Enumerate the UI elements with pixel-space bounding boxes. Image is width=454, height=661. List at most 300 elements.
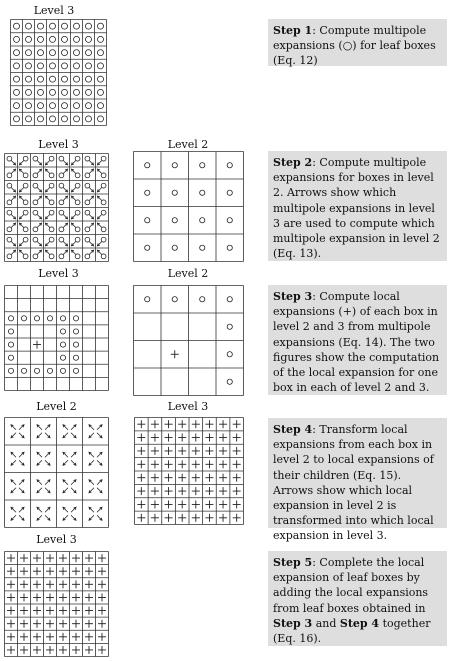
local-plus-icon: [20, 567, 28, 575]
grid-lines: [11, 20, 107, 126]
multipole-circle-icon: [85, 200, 90, 205]
multipole-circle-icon: [60, 368, 65, 373]
multipole-circle-icon: [98, 36, 104, 42]
grid-step5-level3: [4, 551, 109, 657]
multipole-circle-icon: [59, 254, 64, 259]
local-plus-icon: [205, 474, 213, 482]
arrow-icon: [89, 507, 94, 512]
local-plus-icon: [137, 474, 145, 482]
multipole-circle-icon: [74, 116, 80, 122]
multipole-circle-icon: [14, 50, 20, 56]
step5-ref-a: Step 3: [273, 616, 313, 630]
multipole-circle-icon: [59, 210, 64, 215]
local-plus-icon: [33, 620, 41, 628]
arrow-icon: [63, 196, 68, 201]
level3-label-row2: Level 3: [38, 138, 79, 151]
multipole-circle-icon: [49, 254, 54, 259]
multipole-circle-icon: [59, 237, 64, 242]
local-plus-icon: [59, 580, 67, 588]
multipole-circle-icon: [26, 89, 32, 95]
arrow-icon: [19, 460, 24, 465]
local-plus-icon: [7, 593, 15, 601]
arrow-icon: [19, 160, 24, 165]
arrow-icon: [19, 452, 24, 457]
multipole-circle-icon: [38, 36, 44, 42]
arrow-icon: [37, 488, 42, 493]
arrow-icon: [89, 433, 94, 438]
grid-step3-level3: [4, 285, 109, 391]
multipole-circle-icon: [33, 227, 38, 232]
arrow-icon: [11, 196, 16, 201]
arrow-icon: [37, 160, 42, 165]
multipole-circle-icon: [86, 76, 92, 82]
multipole-circle-icon: [23, 183, 28, 188]
multipole-circle-icon: [62, 50, 68, 56]
grid-step1-level3: [10, 19, 107, 126]
local-plus-icon: [137, 434, 145, 442]
local-plus-icon: [233, 487, 241, 495]
arrow-icon: [11, 425, 16, 430]
arrow-icon: [45, 433, 50, 438]
local-plus-icon: [85, 567, 93, 575]
local-plus-icon: [20, 607, 28, 615]
multipole-circle-icon: [23, 200, 28, 205]
level3-label-row5: Level 3: [36, 533, 77, 546]
arrow-icon: [63, 433, 68, 438]
arrow-icon: [19, 250, 24, 255]
multipole-circle-icon: [98, 76, 104, 82]
local-plus-icon: [219, 460, 227, 468]
multipole-circle-icon: [85, 254, 90, 259]
local-plus-icon: [219, 487, 227, 495]
multipole-circle-icon: [62, 63, 68, 69]
arrow-icon: [89, 515, 94, 520]
level2-label-row4: Level 2: [36, 400, 77, 413]
arrow-icon: [89, 460, 94, 465]
arrow-icon: [89, 480, 94, 485]
multipole-circle-icon: [33, 173, 38, 178]
multipole-circle-icon: [227, 163, 232, 168]
arrow-icon: [97, 460, 102, 465]
arrow-icon: [45, 214, 50, 219]
multipole-circle-icon: [26, 63, 32, 69]
level2-label-row3: Level 2: [167, 267, 209, 280]
local-plus-icon: [33, 593, 41, 601]
multipole-circle-icon: [75, 156, 80, 161]
arrow-icon: [11, 214, 16, 219]
arrow-icon: [45, 160, 50, 165]
arrow-icon: [45, 480, 50, 485]
multipole-circle-icon: [86, 116, 92, 122]
arrow-icon: [63, 425, 68, 430]
arrow-icon: [97, 241, 102, 246]
multipole-circle-icon: [26, 36, 32, 42]
multipole-circle-icon: [7, 227, 12, 232]
grid-step4-level2: [4, 417, 109, 528]
arrow-icon: [37, 507, 42, 512]
step1-box: [268, 19, 447, 66]
multipole-circle-icon: [145, 163, 150, 168]
multipole-circle-icon: [227, 352, 232, 357]
local-plus-icon: [233, 474, 241, 482]
arrow-icon: [11, 452, 16, 457]
arrow-icon: [37, 196, 42, 201]
arrow-icon: [97, 515, 102, 520]
local-plus-icon: [46, 554, 54, 562]
arrow-icon: [11, 250, 16, 255]
arrow-icon: [19, 507, 24, 512]
multipole-circle-icon: [172, 163, 177, 168]
local-plus-icon: [165, 420, 173, 428]
multipole-circle-icon: [85, 156, 90, 161]
multipole-circle-icon: [50, 36, 56, 42]
local-plus-icon: [98, 554, 106, 562]
local-plus-icon: [85, 554, 93, 562]
multipole-circle-icon: [14, 103, 20, 109]
local-plus-icon: [98, 620, 106, 628]
local-plus-icon: [165, 460, 173, 468]
local-plus-icon: [20, 633, 28, 641]
step4-text: : Transform local expansions from each box in level 2 to local expansions of their children (Eq. 15). Arrows show which local expansion in level 2 is transformed into which local expansion in level 3.: [273, 423, 434, 543]
arrow-icon: [89, 452, 94, 457]
arrow-icon: [89, 223, 94, 228]
arrow-icon: [45, 507, 50, 512]
multipole-circle-icon: [33, 183, 38, 188]
step5-text-a: : Complete the local expansion of leaf boxes by adding the local expansions from leaf boxes obtained in: [273, 556, 429, 615]
multipole-circle-icon: [101, 200, 106, 205]
local-plus-icon: [72, 567, 80, 575]
multipole-circle-icon: [172, 190, 177, 195]
local-plus-icon: [219, 514, 227, 522]
local-plus-icon: [85, 593, 93, 601]
local-plus-icon: [192, 500, 200, 508]
arrow-icon: [71, 425, 76, 430]
local-plus-icon: [178, 487, 186, 495]
multipole-circle-icon: [200, 190, 205, 195]
local-plus-icon: [20, 554, 28, 562]
arrow-icon: [97, 160, 102, 165]
arrow-icon: [71, 480, 76, 485]
local-plus-icon: [151, 420, 159, 428]
multipole-circle-icon: [101, 210, 106, 215]
local-plus-icon: [46, 593, 54, 601]
arrow-icon: [63, 460, 68, 465]
arrow-icon: [71, 223, 76, 228]
multipole-circle-icon: [49, 183, 54, 188]
local-plus-icon: [165, 447, 173, 455]
arrow-icon: [11, 433, 16, 438]
step2-text: : Compute multipole expansions for boxes in level 2. Arrows show which multipole expansions in level 3 are used to compute which multipole expansion in level 2 (Eq. 13).: [273, 156, 440, 261]
local-plus-icon: [72, 580, 80, 588]
arrow-icon: [37, 480, 42, 485]
multipole-circle-icon: [8, 329, 13, 334]
arrow-icon: [45, 452, 50, 457]
local-plus-icon: [219, 500, 227, 508]
multipole-circle-icon: [59, 183, 64, 188]
grid-lines: [5, 552, 109, 657]
local-plus-icon: [46, 646, 54, 654]
multipole-circle-icon: [227, 218, 232, 223]
multipole-circle-icon: [8, 316, 13, 321]
local-plus-icon: [151, 500, 159, 508]
multipole-circle-icon: [172, 218, 177, 223]
multipole-circle-icon: [21, 316, 26, 321]
arrow-icon: [97, 480, 102, 485]
arrow-icon: [37, 169, 42, 174]
multipole-circle-icon: [74, 103, 80, 109]
local-plus-icon: [178, 474, 186, 482]
grid-svg: [4, 551, 109, 657]
arrow-icon: [45, 425, 50, 430]
arrow-icon: [11, 480, 16, 485]
arrow-icon: [19, 480, 24, 485]
arrow-icon: [97, 452, 102, 457]
multipole-circle-icon: [26, 23, 32, 29]
local-plus-icon: [233, 447, 241, 455]
step5-title: Step 5: [273, 556, 313, 569]
multipole-circle-icon: [38, 116, 44, 122]
local-plus-icon: [59, 567, 67, 575]
multipole-circle-icon: [98, 23, 104, 29]
multipole-circle-icon: [75, 254, 80, 259]
multipole-circle-icon: [23, 227, 28, 232]
multipole-circle-icon: [85, 183, 90, 188]
multipole-circle-icon: [101, 183, 106, 188]
arrow-icon: [71, 433, 76, 438]
local-plus-icon: [219, 447, 227, 455]
multipole-circle-icon: [86, 103, 92, 109]
local-plus-icon: [192, 434, 200, 442]
arrow-icon: [71, 214, 76, 219]
local-plus-icon: [205, 500, 213, 508]
local-plus-icon: [20, 646, 28, 654]
step3-box: [268, 285, 447, 395]
arrow-icon: [11, 515, 16, 520]
level2-label-row2: Level 2: [167, 138, 209, 151]
multipole-circle-icon: [21, 368, 26, 373]
arrow-icon: [89, 250, 94, 255]
multipole-circle-icon: [49, 200, 54, 205]
local-plus-icon: [205, 434, 213, 442]
step5-box: [268, 551, 447, 646]
multipole-circle-icon: [34, 316, 39, 321]
multipole-circle-icon: [200, 218, 205, 223]
multipole-circle-icon: [172, 297, 177, 302]
local-plus-icon: [59, 607, 67, 615]
local-plus-icon: [192, 487, 200, 495]
multipole-circle-icon: [47, 316, 52, 321]
multipole-circle-icon: [101, 237, 106, 242]
local-plus-icon: [192, 447, 200, 455]
arrow-icon: [97, 196, 102, 201]
local-plus-icon: [178, 434, 186, 442]
local-plus-icon: [98, 607, 106, 615]
multipole-circle-icon: [227, 297, 232, 302]
local-plus-icon: [165, 487, 173, 495]
grid-svg: [10, 19, 107, 126]
multipole-circle-icon: [62, 23, 68, 29]
multipole-circle-icon: [60, 355, 65, 360]
local-plus-icon: [165, 514, 173, 522]
multipole-circle-icon: [33, 156, 38, 161]
local-plus-icon: [137, 460, 145, 468]
grid-svg: [4, 417, 109, 528]
arrow-icon: [11, 223, 16, 228]
multipole-circle-icon: [73, 316, 78, 321]
local-plus-icon: [72, 620, 80, 628]
arrow-icon: [97, 488, 102, 493]
local-plus-icon: [59, 633, 67, 641]
local-plus-icon: [85, 607, 93, 615]
arrow-icon: [37, 250, 42, 255]
local-plus-icon: [20, 593, 28, 601]
multipole-circle-icon: [34, 368, 39, 373]
multipole-circle-icon: [8, 342, 13, 347]
multipole-circle-icon: [73, 342, 78, 347]
local-plus-icon: [7, 580, 15, 588]
arrow-icon: [19, 488, 24, 493]
multipole-circle-icon: [26, 103, 32, 109]
local-plus-icon: [33, 341, 41, 349]
local-plus-icon: [33, 554, 41, 562]
multipole-circle-icon: [74, 50, 80, 56]
local-plus-icon: [85, 620, 93, 628]
local-plus-icon: [46, 633, 54, 641]
multipole-circle-icon: [23, 173, 28, 178]
local-plus-icon: [151, 460, 159, 468]
multipole-circle-icon: [33, 237, 38, 242]
multipole-circle-icon: [74, 89, 80, 95]
arrow-icon: [89, 488, 94, 493]
multipole-circle-icon: [33, 210, 38, 215]
local-plus-icon: [151, 447, 159, 455]
local-plus-icon: [171, 350, 179, 358]
arrow-icon: [89, 160, 94, 165]
arrow-icon: [19, 214, 24, 219]
multipole-circle-icon: [49, 227, 54, 232]
grid-lines: [135, 418, 244, 525]
local-plus-icon: [233, 500, 241, 508]
step5-text-c: together (Eq. 16).: [273, 616, 431, 646]
multipole-circle-icon: [33, 254, 38, 259]
local-plus-icon: [192, 460, 200, 468]
local-plus-icon: [205, 487, 213, 495]
multipole-circle-icon: [14, 36, 20, 42]
arrow-icon: [71, 241, 76, 246]
multipole-circle-icon: [62, 116, 68, 122]
arrow-icon: [63, 480, 68, 485]
local-plus-icon: [137, 487, 145, 495]
step4-box: [268, 418, 447, 543]
grid-step2-level3: [4, 153, 109, 262]
multipole-circle-icon: [172, 245, 177, 250]
multipole-circle-icon: [145, 190, 150, 195]
local-plus-icon: [33, 567, 41, 575]
arrow-icon: [97, 425, 102, 430]
multipole-circle-icon: [49, 237, 54, 242]
arrow-icon: [11, 169, 16, 174]
multipole-circle-icon: [85, 227, 90, 232]
multipole-circle-icon: [47, 368, 52, 373]
multipole-circle-icon: [50, 63, 56, 69]
arrow-icon: [37, 452, 42, 457]
local-plus-icon: [192, 514, 200, 522]
multipole-circle-icon: [7, 200, 12, 205]
local-plus-icon: [178, 420, 186, 428]
multipole-circle-icon: [60, 329, 65, 334]
arrow-icon: [37, 241, 42, 246]
multipole-circle-icon: [7, 156, 12, 161]
local-plus-icon: [59, 593, 67, 601]
multipole-circle-icon: [49, 156, 54, 161]
local-plus-icon: [7, 620, 15, 628]
arrow-icon: [45, 241, 50, 246]
arrow-icon: [11, 160, 16, 165]
local-plus-icon: [7, 646, 15, 654]
multipole-circle-icon: [227, 245, 232, 250]
local-plus-icon: [137, 500, 145, 508]
local-plus-icon: [46, 620, 54, 628]
step1-text: : Compute multipole expansions (○) for leaf boxes (Eq. 12): [273, 24, 436, 68]
local-plus-icon: [46, 567, 54, 575]
multipole-circle-icon: [14, 116, 20, 122]
arrow-icon: [89, 241, 94, 246]
grid-svg: [4, 285, 109, 391]
arrow-icon: [71, 160, 76, 165]
arrow-icon: [45, 250, 50, 255]
multipole-circle-icon: [98, 89, 104, 95]
multipole-circle-icon: [23, 254, 28, 259]
local-plus-icon: [33, 607, 41, 615]
local-plus-icon: [205, 447, 213, 455]
local-plus-icon: [98, 593, 106, 601]
multipole-circle-icon: [145, 218, 150, 223]
local-plus-icon: [98, 633, 106, 641]
local-plus-icon: [192, 420, 200, 428]
local-plus-icon: [205, 514, 213, 522]
multipole-circle-icon: [75, 210, 80, 215]
step4-title: Step 4: [273, 423, 313, 436]
arrow-icon: [71, 169, 76, 174]
local-plus-icon: [233, 514, 241, 522]
local-plus-icon: [165, 500, 173, 508]
multipole-circle-icon: [200, 245, 205, 250]
grid-svg: [4, 153, 109, 262]
arrow-icon: [19, 223, 24, 228]
multipole-circle-icon: [23, 210, 28, 215]
arrow-icon: [11, 187, 16, 192]
local-plus-icon: [192, 474, 200, 482]
multipole-circle-icon: [145, 297, 150, 302]
multipole-circle-icon: [86, 50, 92, 56]
arrow-icon: [37, 433, 42, 438]
local-plus-icon: [137, 420, 145, 428]
arrow-icon: [45, 196, 50, 201]
arrow-icon: [37, 187, 42, 192]
local-plus-icon: [59, 620, 67, 628]
arrow-icon: [63, 515, 68, 520]
multipole-circle-icon: [101, 227, 106, 232]
multipole-circle-icon: [59, 156, 64, 161]
local-plus-icon: [98, 646, 106, 654]
multipole-circle-icon: [73, 329, 78, 334]
multipole-circle-icon: [23, 237, 28, 242]
local-plus-icon: [233, 460, 241, 468]
multipole-circle-icon: [50, 103, 56, 109]
local-plus-icon: [33, 580, 41, 588]
multipole-circle-icon: [75, 237, 80, 242]
arrow-icon: [89, 169, 94, 174]
